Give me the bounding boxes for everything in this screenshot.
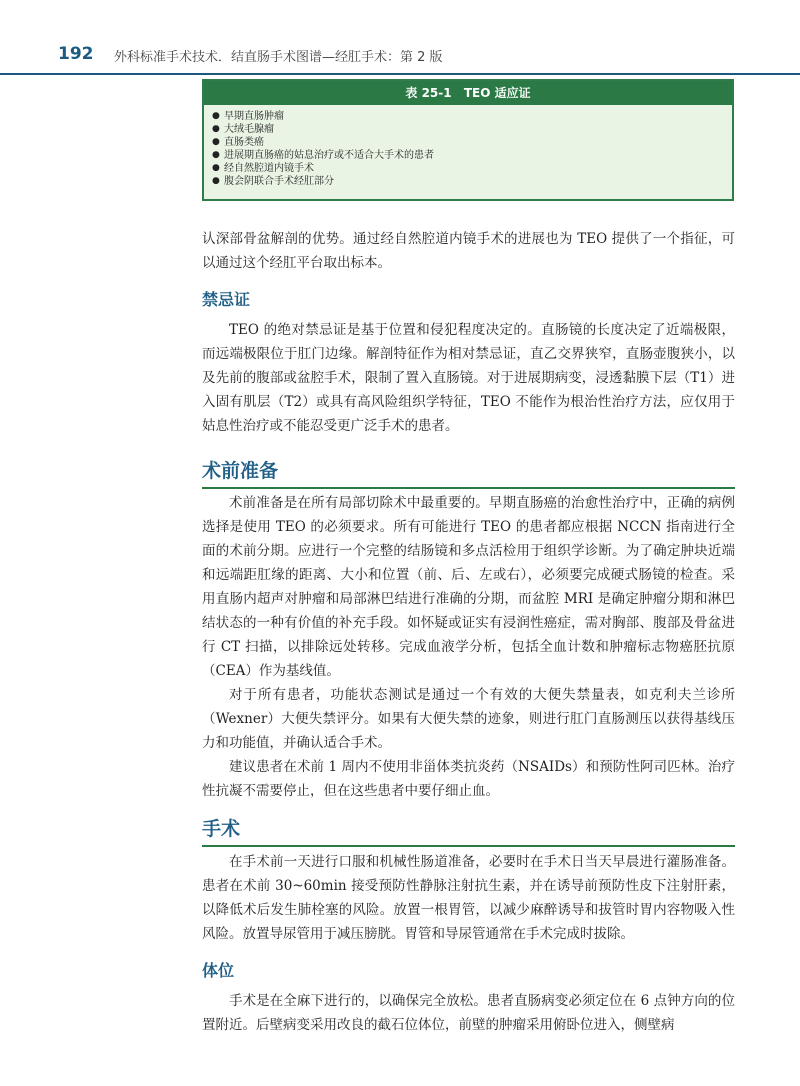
- preop-text: [202, 491, 735, 803]
- bullet-icon: ●: [212, 137, 220, 147]
- page-header: [0, 40, 800, 76]
- bullet-icon: ●: [212, 176, 220, 186]
- preop-heading: 术前准备: [202, 456, 735, 489]
- position-paragraph: 手术是在全麻下进行的，以确保完全放松。患者直肠病变必须定位在 6 点钟方向的位置附近。后壁病变采用改良的截石位体位，前壁的肿瘤采用俯卧位进入，侧壁病: [202, 993, 735, 1033]
- intro-paragraph: 认深部骨盆解剖的优势。通过经自然腔道内镜手术的进展也为 TEO 提供了一个指征，可以通过这个经肛平台取出标本。: [202, 231, 735, 271]
- running-title: 外科标准手术技术．结直肠手术图谱—经肛手术：第 2 版: [114, 50, 443, 65]
- table-caption: [204, 81, 732, 105]
- position-text: [202, 989, 735, 1037]
- surgery-paragraph: 在手术前一天进行口服和机械性肠道准备，必要时在手术日当天早晨进行灌肠准备。患者在术前 30~60min 接受预防性静脉注射抗生素，并在诱导前预防性皮下注射肝素，以降低术后发生肺栓塞的风险。放置一根胃管，以减少麻醉诱导和拔管时胃内容物吸入性风险。放置导尿管用于减压膀胱。胃管和导尿管通常在手术完成时拔除。: [202, 854, 735, 942]
- preop-paragraph-1: 术前准备是在所有局部切除术中最重要的。早期直肠癌的治愈性治疗中，正确的病例选择是使用 TEO 的必须要求。所有可能进行 TEO 的患者都应根据 NCCN 指南进行全面的术前分期。应进行一个完整的结肠镜和多点活检用于组织学诊断。为了确定肿块近端和远端距肛缘的距离、大小和位置（前、后、左或右），必须要完成硬式肠镜的检查。采用直肠内超声对肿瘤和局部淋巴结进行准确的分期，而盆腔 MRI 是确定肿瘤分期和淋巴结状态的一种有价值的补充手段。如怀疑或证实有浸润性癌症，需对胸部、腹部及骨盆进行 CT 扫描，以排除远处转移。完成血液学分析，包括全血计数和肿瘤标志物癌胚抗原（CEA）作为基线值。: [202, 495, 735, 679]
- list-item: ● 腹会阴联合手术经肛部分: [212, 176, 334, 187]
- table-label: 表 25-1: [405, 86, 452, 100]
- bullet-icon: ●: [212, 150, 220, 160]
- contraindications-heading: 禁忌证: [202, 290, 251, 309]
- bullet-icon: ●: [212, 111, 220, 121]
- surgery-text: [202, 850, 735, 946]
- indications-table: [202, 79, 734, 201]
- bullet-icon: ●: [212, 163, 220, 173]
- preop-paragraph-3: 建议患者在术前 1 周内不使用非甾体类抗炎药（NSAIDs）和预防性阿司匹林。治疗性抗凝不需要停止，但在这些患者中要仔细止血。: [202, 759, 735, 799]
- list-item: ● 直肠类癌: [212, 137, 264, 148]
- list-item: ● 经自然腔道内镜手术: [212, 163, 314, 174]
- surgery-heading: 手术: [202, 814, 735, 847]
- preop-paragraph-2: 对于所有患者，功能状态测试是通过一个有效的大便失禁量表，如克利夫兰诊所（Wexner）大便失禁评分。如果有大便失禁的迹象，则进行肛门直肠测压以获得基线压力和功能值，并确认适合手术。: [202, 687, 735, 751]
- contraindications-text: [202, 318, 735, 438]
- intro-text: [202, 227, 735, 275]
- contraindications-paragraph: TEO 的绝对禁忌证是基于位置和侵犯程度决定的。直肠镜的长度决定了近端极限，而远端极限位于肛门边缘。解剖特征作为相对禁忌证，直乙交界狭窄，直肠壶腹狭小，以及先前的腹部或盆腔手术，限制了置入直肠镜。对于进展期病变，浸透黏膜下层（T1）进入固有肌层（T2）或具有高风险组织学特征，TEO 不能作为根治性治疗方法，应仅用于姑息性治疗或不能忍受更广泛手术的患者。: [202, 322, 735, 434]
- table-list: [204, 105, 732, 188]
- list-item: ● 进展期直肠癌的姑息治疗或不适合大手术的患者: [212, 150, 434, 161]
- list-item: ● 大绒毛腺瘤: [212, 124, 274, 135]
- table-title: TEO 适应证: [463, 86, 531, 100]
- position-heading: 体位: [202, 961, 235, 980]
- list-item: ● 早期直肠肿瘤: [212, 111, 284, 122]
- bullet-icon: ●: [212, 124, 220, 134]
- page-number: 192: [58, 44, 94, 64]
- header-rule: [0, 73, 800, 75]
